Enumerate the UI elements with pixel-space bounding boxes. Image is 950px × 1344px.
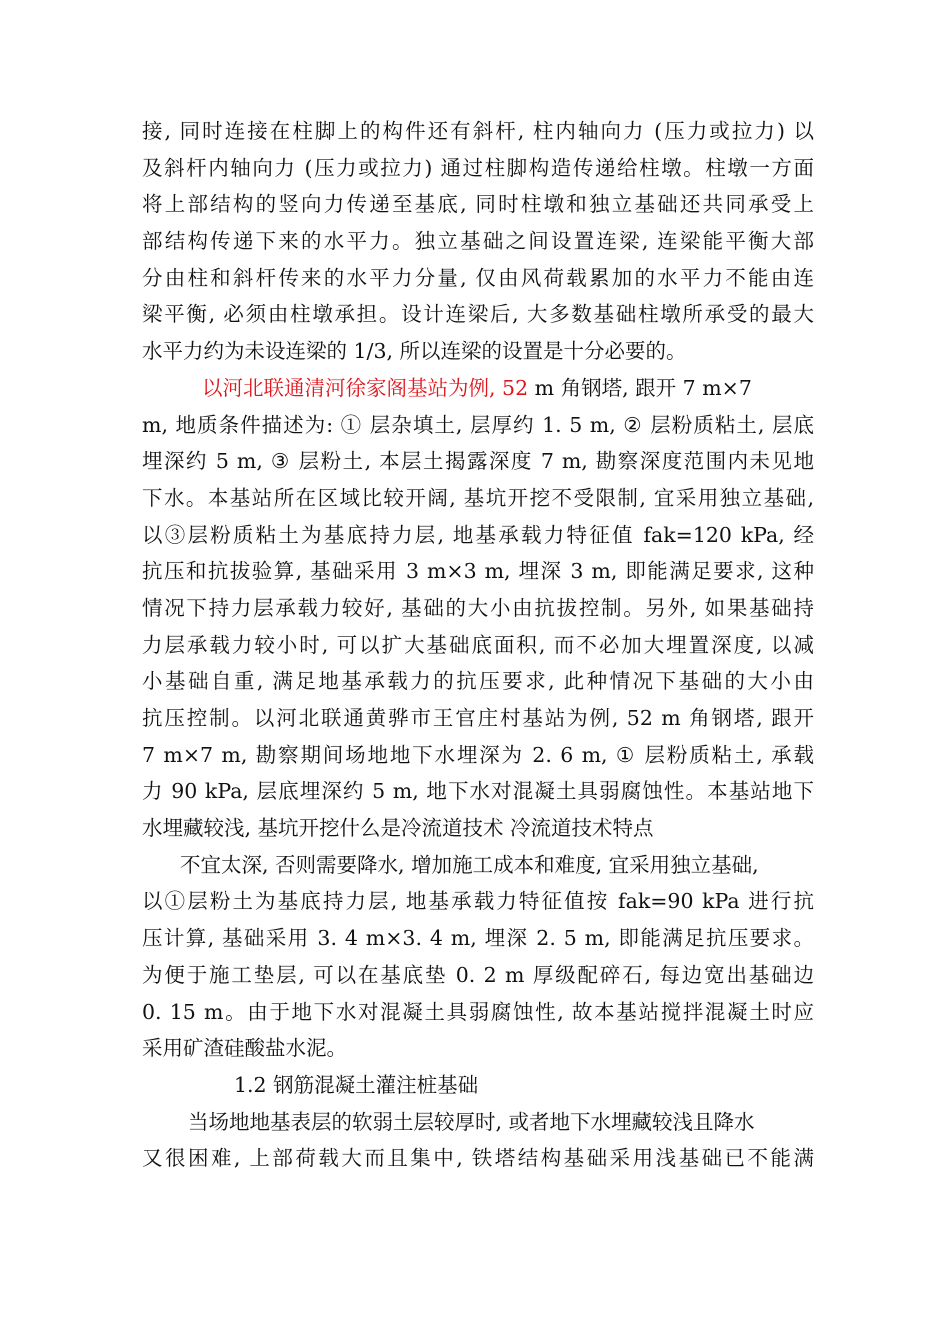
text-line: 情况下持力层承载力较好, 基础的大小由抗拔控制。另外, 如果基础持 [142,595,814,620]
text-line: 压计算, 基础采用 3. 4 m×3. 4 m, 埋深 2. 5 m, 即能满足抗压要求。 [142,926,814,951]
text-line: 分由柱和斜杆传来的水平力分量, 仅由风荷载累加的水平力不能由连 [142,265,814,290]
text-line: 7 m×7 m, 勘察期间场地地下水埋深为 2. 6 m, ① 层粉质粘土, 承载 [142,742,814,767]
section-heading [142,1067,814,1104]
text-line: 接, 同时连接在柱脚上的构件还有斜杆, 柱内轴向力 (压力或拉力) 以 [142,119,814,143]
paragraph-line [142,113,814,150]
text-line: 抗压控制。以河北联通黄骅市王官庄村基站为例, 52 m 角钢塔, 跟开 [142,706,814,730]
text-line: 又很困难, 上部荷载大而且集中, 铁塔结构基础采用浅基础已不能满 [142,1146,814,1171]
paragraph-line [142,223,814,260]
text-line: 梁平衡, 必须由柱墩承担。设计连梁后, 大多数基础柱墩所承受的最大 [142,302,814,327]
heading-text: 1.2 钢筋混凝土灌注桩基础 [234,1072,479,1097]
text-line: 不宜太深, 否则需要降水, 增加施工成本和难度, 宜采用独立基础, [180,852,759,877]
text-line: 为便于施工垫层, 可以在基底垫 0. 2 m 厚级配碎石, 每边宽出基础边 [142,962,814,987]
paragraph-line [142,370,814,407]
text-line: 水平力约为未设连梁的 1/3, 所以连梁的设置是十分必要的。 [142,339,687,364]
paragraph-line [142,296,814,333]
paragraph-line [142,957,814,994]
paragraph-line [142,333,814,370]
paragraph-line [142,553,814,590]
text-line: 当场地地基表层的软弱土层较厚时, 或者地下水埋藏较浅且降水 [188,1109,755,1134]
paragraph-line [142,186,814,223]
paragraph-line [142,1104,814,1141]
document-page [142,113,814,1177]
text-line: 力 90 kPa, 层底埋深约 5 m, 地下水对混凝土具弱腐蚀性。本基站地下 [142,779,814,804]
text-line: 及斜杆内轴向力 (压力或拉力) 通过柱脚构造传递给柱墩。柱墩一方面 [142,155,814,180]
paragraph-line [142,1140,814,1177]
paragraph-line [142,663,814,700]
paragraph-line [142,407,814,444]
text-line: 抗压和抗拔验算, 基础采用 3 m×3 m, 埋深 3 m, 即能满足要求, 这种 [142,559,814,584]
text-line: 水埋藏较浅, 基坑开挖什么是冷流道技术 冷流道技术特点 [142,816,654,841]
paragraph-line [142,810,814,847]
text-line: 以①层粉土为基底持力层, 地基承载力特征值按 fak=90 kPa 进行抗 [142,889,814,914]
paragraph-line [142,737,814,774]
text-line: 小基础自重, 满足地基承载力的抗压要求, 此种情况下基础的大小由 [142,669,814,694]
paragraph-line [142,994,814,1031]
paragraph-line [142,443,814,480]
paragraph-line [142,480,814,517]
paragraph-line [142,700,814,737]
text-line: 0. 15 m。由于地下水对混凝土具弱腐蚀性, 故本基站搅拌混凝土时应 [142,999,814,1024]
paragraph-line [142,260,814,297]
paragraph-line [142,627,814,664]
text-line: 部结构传递下来的水平力。独立基础之间设置连梁, 连梁能平衡大部 [142,229,814,254]
text-line: 力层承载力较小时, 可以扩大基础底面积, 而不必加大埋置深度, 以减 [142,632,814,657]
paragraph-line [142,920,814,957]
text-line: 下水。本基站所在区域比较开阔, 基坑开挖不受限制, 宜采用独立基础, [142,485,814,510]
paragraph-line [142,773,814,810]
text-line: 以③层粉质粘土为基底持力层, 地基承载力特征值 fak=120 kPa, 经 [142,522,814,547]
highlighted-text: 以河北联通清河徐家阁基站为例, 52 [202,375,529,400]
text-line: m 角钢塔, 跟开 7 m×7 [528,375,752,400]
text-line: 将上部结构的竖向力传递至基底, 同时柱墩和独立基础还共同承受上 [142,192,814,217]
paragraph-line [142,1030,814,1067]
text-line: 采用矿渣硅酸盐水泥。 [142,1036,347,1061]
paragraph-line [142,883,814,920]
paragraph-line [142,150,814,187]
paragraph-line [142,590,814,627]
paragraph-line [142,517,814,554]
paragraph-line [142,847,814,884]
text-line: 埋深约 5 m, ③ 层粉土, 本层土揭露深度 7 m, 勘察深度范围内未见地 [142,449,814,474]
text-line: m, 地质条件描述为: ① 层杂填土, 层厚约 1. 5 m, ② 层粉质粘土, 层底 [142,412,814,437]
